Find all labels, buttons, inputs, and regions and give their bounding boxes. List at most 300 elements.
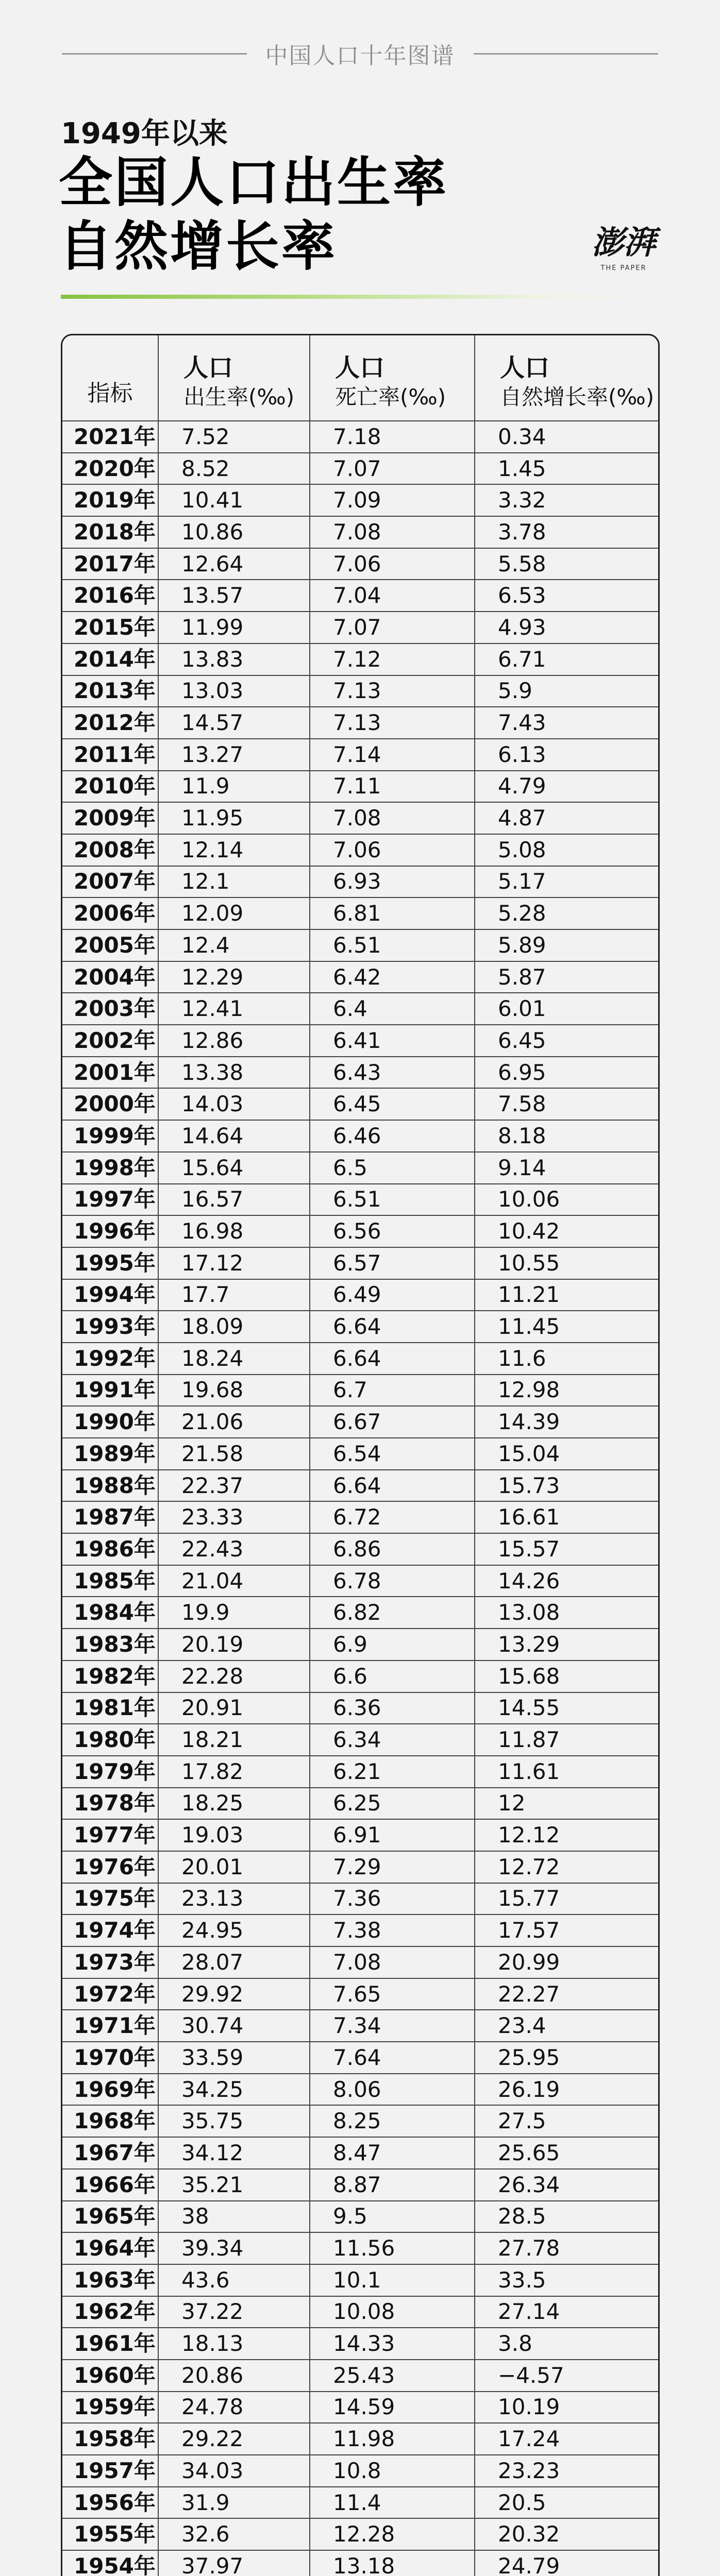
year-cell: 1975年 <box>62 1883 158 1915</box>
table-row <box>62 1819 660 1851</box>
birth-rate-cell: 17.7 <box>158 1279 310 1311</box>
header-death-bottom: 死亡率(‰) <box>335 384 446 410</box>
natural-growth-cell: 13.08 <box>475 1597 660 1629</box>
natural-growth-cell: 17.24 <box>475 2423 660 2455</box>
year-cell: 1960年 <box>62 2360 158 2392</box>
birth-rate-cell: 18.24 <box>158 1343 310 1375</box>
death-rate-cell: 13.18 <box>310 2550 475 2576</box>
birth-rate-cell: 19.9 <box>158 1597 310 1629</box>
natural-growth-cell: 11.6 <box>475 1343 660 1375</box>
header-birth-rate <box>158 335 310 421</box>
natural-growth-cell: 12 <box>475 1788 660 1820</box>
year-cell: 1954年 <box>62 2550 158 2576</box>
death-rate-cell: 8.06 <box>310 2074 475 2106</box>
birth-rate-cell: 43.6 <box>158 2264 310 2296</box>
death-rate-cell: 14.33 <box>310 2328 475 2360</box>
natural-growth-cell: 11.87 <box>475 1724 660 1756</box>
death-rate-cell: 6.21 <box>310 1756 475 1788</box>
accent-divider <box>61 295 659 299</box>
header-natural-top: 人口 <box>500 353 550 382</box>
death-rate-cell: 6.45 <box>310 1088 475 1120</box>
year-cell: 2021年 <box>62 421 158 453</box>
birth-death-rate-table <box>62 335 660 2576</box>
table-row <box>62 516 660 548</box>
death-rate-cell: 9.5 <box>310 2201 475 2233</box>
year-cell: 1986年 <box>62 1533 158 1565</box>
table-row <box>62 1120 660 1152</box>
birth-rate-cell: 12.09 <box>158 897 310 929</box>
death-rate-cell: 11.4 <box>310 2487 475 2519</box>
birth-rate-cell: 14.03 <box>158 1088 310 1120</box>
table-row <box>62 2423 660 2455</box>
death-rate-cell: 6.64 <box>310 1343 475 1375</box>
death-rate-cell: 6.64 <box>310 1470 475 1502</box>
natural-growth-cell: 4.79 <box>475 771 660 803</box>
birth-rate-cell: 22.28 <box>158 1660 310 1692</box>
natural-growth-cell: 5.08 <box>475 834 660 866</box>
death-rate-cell: 8.47 <box>310 2137 475 2169</box>
table-row <box>62 1756 660 1788</box>
natural-growth-cell: 5.17 <box>475 866 660 898</box>
table-row <box>62 1279 660 1311</box>
birth-rate-cell: 21.04 <box>158 1565 310 1597</box>
death-rate-cell: 6.78 <box>310 1565 475 1597</box>
table-row <box>62 1914 660 1946</box>
natural-growth-cell: 5.28 <box>475 897 660 929</box>
natural-growth-cell: 11.45 <box>475 1311 660 1343</box>
year-cell: 2010年 <box>62 771 158 803</box>
natural-growth-cell: 4.87 <box>475 802 660 834</box>
birth-rate-cell: 18.09 <box>158 1311 310 1343</box>
table-row <box>62 2074 660 2106</box>
birth-rate-cell: 22.37 <box>158 1470 310 1502</box>
birth-rate-cell: 35.21 <box>158 2169 310 2201</box>
birth-rate-cell: 19.03 <box>158 1819 310 1851</box>
table-row <box>62 1343 660 1375</box>
table-row <box>62 2487 660 2519</box>
year-cell: 2005年 <box>62 929 158 961</box>
birth-rate-cell: 33.59 <box>158 2042 310 2074</box>
table-row <box>62 739 660 771</box>
death-rate-cell: 6.4 <box>310 993 475 1025</box>
table-row <box>62 484 660 516</box>
death-rate-cell: 6.54 <box>310 1438 475 1470</box>
natural-growth-cell: 16.61 <box>475 1501 660 1533</box>
natural-growth-cell: 27.78 <box>475 2232 660 2264</box>
death-rate-cell: 6.57 <box>310 1247 475 1279</box>
death-rate-cell: 10.8 <box>310 2455 475 2487</box>
natural-growth-cell: 11.21 <box>475 1279 660 1311</box>
birth-rate-cell: 30.74 <box>158 2010 310 2042</box>
series-line-left <box>62 53 247 55</box>
table-row <box>62 866 660 898</box>
death-rate-cell: 6.56 <box>310 1215 475 1247</box>
table-row <box>62 2042 660 2074</box>
table-row <box>62 453 660 485</box>
birth-rate-cell: 34.12 <box>158 2137 310 2169</box>
natural-growth-cell: 5.87 <box>475 961 660 993</box>
birth-rate-cell: 21.06 <box>158 1406 310 1438</box>
natural-growth-cell: 10.55 <box>475 1247 660 1279</box>
table-row <box>62 1184 660 1216</box>
natural-growth-cell: 15.77 <box>475 1883 660 1915</box>
natural-growth-cell: 12.12 <box>475 1819 660 1851</box>
birth-rate-cell: 18.25 <box>158 1788 310 1820</box>
year-cell: 2000年 <box>62 1088 158 1120</box>
birth-rate-cell: 13.83 <box>158 643 310 675</box>
death-rate-cell: 10.08 <box>310 2296 475 2328</box>
death-rate-cell: 14.59 <box>310 2392 475 2424</box>
natural-growth-cell: −4.57 <box>475 2360 660 2392</box>
death-rate-cell: 7.07 <box>310 453 475 485</box>
table-row <box>62 2360 660 2392</box>
table-row <box>62 1978 660 2010</box>
birth-rate-cell: 13.38 <box>158 1057 310 1089</box>
death-rate-cell: 11.98 <box>310 2423 475 2455</box>
natural-growth-cell: 5.58 <box>475 548 660 580</box>
birth-rate-cell: 18.13 <box>158 2328 310 2360</box>
death-rate-cell: 6.6 <box>310 1660 475 1692</box>
year-cell: 1958年 <box>62 2423 158 2455</box>
natural-growth-cell: 5.9 <box>475 675 660 707</box>
natural-growth-cell: 20.99 <box>475 1946 660 1978</box>
table-row <box>62 1692 660 1724</box>
table-row <box>62 1946 660 1978</box>
year-cell: 1974年 <box>62 1914 158 1946</box>
death-rate-cell: 7.34 <box>310 2010 475 2042</box>
year-cell: 2020年 <box>62 453 158 485</box>
natural-growth-cell: 0.34 <box>475 421 660 453</box>
year-cell: 1969年 <box>62 2074 158 2106</box>
year-cell: 1957年 <box>62 2455 158 2487</box>
birth-rate-cell: 24.78 <box>158 2392 310 2424</box>
year-cell: 1992年 <box>62 1343 158 1375</box>
death-rate-cell: 6.91 <box>310 1819 475 1851</box>
table-row <box>62 1247 660 1279</box>
death-rate-cell: 6.49 <box>310 1279 475 1311</box>
table-row <box>62 1152 660 1184</box>
year-cell: 1964年 <box>62 2232 158 2264</box>
thepaper-logo <box>582 216 665 278</box>
series-line-right <box>474 53 659 55</box>
table-row <box>62 1215 660 1247</box>
year-cell: 1994年 <box>62 1279 158 1311</box>
death-rate-cell: 6.51 <box>310 1184 475 1216</box>
table-row <box>62 802 660 834</box>
death-rate-cell: 7.64 <box>310 2042 475 2074</box>
natural-growth-cell: 24.79 <box>475 2550 660 2576</box>
table-row <box>62 2010 660 2042</box>
year-cell: 2001年 <box>62 1057 158 1089</box>
year-cell: 1955年 <box>62 2518 158 2550</box>
table-row <box>62 580 660 612</box>
year-cell: 1963年 <box>62 2264 158 2296</box>
year-cell: 1976年 <box>62 1851 158 1883</box>
page-title <box>59 150 448 278</box>
table-row <box>62 2392 660 2424</box>
table-row <box>62 897 660 929</box>
natural-growth-cell: 15.68 <box>475 1660 660 1692</box>
table-row <box>62 2232 660 2264</box>
birth-rate-cell: 12.1 <box>158 866 310 898</box>
year-cell: 1984年 <box>62 1597 158 1629</box>
death-rate-cell: 6.36 <box>310 1692 475 1724</box>
natural-growth-cell: 17.57 <box>475 1914 660 1946</box>
year-cell: 1978年 <box>62 1788 158 1820</box>
logo-text: 澎湃 <box>591 224 656 261</box>
birth-rate-cell: 19.68 <box>158 1375 310 1406</box>
death-rate-cell: 7.12 <box>310 643 475 675</box>
natural-growth-cell: 6.71 <box>475 643 660 675</box>
birth-rate-cell: 12.14 <box>158 834 310 866</box>
year-cell: 1988年 <box>62 1470 158 1502</box>
year-cell: 1989年 <box>62 1438 158 1470</box>
table-row <box>62 707 660 739</box>
year-cell: 1979年 <box>62 1756 158 1788</box>
death-rate-cell: 10.1 <box>310 2264 475 2296</box>
natural-growth-cell: 6.95 <box>475 1057 660 1089</box>
natural-growth-cell: 5.89 <box>475 929 660 961</box>
year-cell: 1982年 <box>62 1660 158 1692</box>
birth-rate-cell: 29.92 <box>158 1978 310 2010</box>
death-rate-cell: 7.06 <box>310 834 475 866</box>
natural-growth-cell: 10.06 <box>475 1184 660 1216</box>
table-row <box>62 1597 660 1629</box>
death-rate-cell: 7.08 <box>310 1946 475 1978</box>
death-rate-cell: 6.67 <box>310 1406 475 1438</box>
birth-rate-cell: 24.95 <box>158 1914 310 1946</box>
natural-growth-cell: 1.45 <box>475 453 660 485</box>
year-cell: 2017年 <box>62 548 158 580</box>
death-rate-cell: 6.25 <box>310 1788 475 1820</box>
table-row <box>62 421 660 453</box>
header-indicator: 指标 <box>62 335 158 421</box>
birth-rate-cell: 12.29 <box>158 961 310 993</box>
birth-rate-cell: 37.97 <box>158 2550 310 2576</box>
natural-growth-cell: 23.4 <box>475 2010 660 2042</box>
death-rate-cell: 8.87 <box>310 2169 475 2201</box>
death-rate-cell: 6.64 <box>310 1311 475 1343</box>
header-birth-top: 人口 <box>183 353 233 382</box>
death-rate-cell: 6.82 <box>310 1597 475 1629</box>
year-cell: 1997年 <box>62 1184 158 1216</box>
birth-rate-cell: 17.82 <box>158 1756 310 1788</box>
table-row <box>62 961 660 993</box>
year-cell: 1990年 <box>62 1406 158 1438</box>
table-row <box>62 1851 660 1883</box>
year-cell: 2014年 <box>62 643 158 675</box>
death-rate-cell: 7.65 <box>310 1978 475 2010</box>
birth-rate-cell: 34.03 <box>158 2455 310 2487</box>
year-cell: 2008年 <box>62 834 158 866</box>
natural-growth-cell: 7.43 <box>475 707 660 739</box>
natural-growth-cell: 7.58 <box>475 1088 660 1120</box>
natural-growth-cell: 8.18 <box>475 1120 660 1152</box>
table-row <box>62 1375 660 1406</box>
title-line-1: 全国人口出生率 <box>59 151 449 214</box>
birth-rate-cell: 17.12 <box>158 1247 310 1279</box>
death-rate-cell: 7.13 <box>310 707 475 739</box>
year-cell: 2016年 <box>62 580 158 612</box>
natural-growth-cell: 11.61 <box>475 1756 660 1788</box>
year-cell: 1981年 <box>62 1692 158 1724</box>
death-rate-cell: 6.42 <box>310 961 475 993</box>
death-rate-cell: 6.5 <box>310 1152 475 1184</box>
natural-growth-cell: 25.95 <box>475 2042 660 2074</box>
year-cell: 2012年 <box>62 707 158 739</box>
title-line-2: 自然增长率 <box>59 215 338 278</box>
year-cell: 1983年 <box>62 1629 158 1660</box>
birth-rate-cell: 15.64 <box>158 1152 310 1184</box>
table-row <box>62 1660 660 1692</box>
subtitle: 1949年以来 <box>61 117 228 150</box>
table-row <box>62 1057 660 1089</box>
death-rate-cell: 7.38 <box>310 1914 475 1946</box>
year-cell: 1970年 <box>62 2042 158 2074</box>
year-cell: 1980年 <box>62 1724 158 1756</box>
year-cell: 1973年 <box>62 1946 158 1978</box>
table-row <box>62 1724 660 1756</box>
birth-rate-cell: 13.03 <box>158 675 310 707</box>
table-body <box>62 421 660 2576</box>
natural-growth-cell: 26.19 <box>475 2074 660 2106</box>
table-row <box>62 2518 660 2550</box>
year-cell: 1999年 <box>62 1120 158 1152</box>
death-rate-cell: 7.11 <box>310 771 475 803</box>
year-cell: 2002年 <box>62 1025 158 1057</box>
table-row <box>62 1533 660 1565</box>
table-row <box>62 2264 660 2296</box>
natural-growth-cell: 12.72 <box>475 1851 660 1883</box>
table-row <box>62 643 660 675</box>
year-cell: 2015年 <box>62 612 158 643</box>
death-rate-cell: 7.14 <box>310 739 475 771</box>
year-cell: 1972年 <box>62 1978 158 2010</box>
year-cell: 2006年 <box>62 897 158 929</box>
table-row <box>62 1788 660 1820</box>
death-rate-cell: 6.86 <box>310 1533 475 1565</box>
year-cell: 1968年 <box>62 2105 158 2137</box>
birth-rate-cell: 11.95 <box>158 802 310 834</box>
birth-rate-cell: 34.25 <box>158 2074 310 2106</box>
year-cell: 1977年 <box>62 1819 158 1851</box>
natural-growth-cell: 6.01 <box>475 993 660 1025</box>
death-rate-cell: 7.18 <box>310 421 475 453</box>
natural-growth-cell: 4.93 <box>475 612 660 643</box>
table-row <box>62 1088 660 1120</box>
birth-rate-cell: 20.86 <box>158 2360 310 2392</box>
table-row <box>62 2550 660 2576</box>
natural-growth-cell: 25.65 <box>475 2137 660 2169</box>
death-rate-cell: 7.06 <box>310 548 475 580</box>
birth-rate-cell: 13.57 <box>158 580 310 612</box>
birth-rate-cell: 16.98 <box>158 1215 310 1247</box>
birth-rate-cell: 22.43 <box>158 1533 310 1565</box>
birth-rate-cell: 12.86 <box>158 1025 310 1057</box>
birth-rate-cell: 14.64 <box>158 1120 310 1152</box>
year-cell: 1993年 <box>62 1311 158 1343</box>
birth-rate-cell: 37.22 <box>158 2296 310 2328</box>
birth-rate-cell: 10.86 <box>158 516 310 548</box>
table-row <box>62 1883 660 1915</box>
table-row <box>62 612 660 643</box>
year-cell: 1956年 <box>62 2487 158 2519</box>
year-cell: 1998年 <box>62 1152 158 1184</box>
death-rate-cell: 6.46 <box>310 1120 475 1152</box>
natural-growth-cell: 3.78 <box>475 516 660 548</box>
year-cell: 2003年 <box>62 993 158 1025</box>
birth-rate-cell: 23.33 <box>158 1501 310 1533</box>
header-death-top: 人口 <box>335 353 385 382</box>
death-rate-cell: 12.28 <box>310 2518 475 2550</box>
death-rate-cell: 11.56 <box>310 2232 475 2264</box>
year-cell: 2018年 <box>62 516 158 548</box>
natural-growth-cell: 6.13 <box>475 739 660 771</box>
birth-rate-cell: 12.4 <box>158 929 310 961</box>
table-row <box>62 771 660 803</box>
natural-growth-cell: 27.5 <box>475 2105 660 2137</box>
birth-rate-cell: 11.9 <box>158 771 310 803</box>
table-row <box>62 2137 660 2169</box>
birth-rate-cell: 29.22 <box>158 2423 310 2455</box>
natural-growth-cell: 23.23 <box>475 2455 660 2487</box>
table-row <box>62 2296 660 2328</box>
year-cell: 2009年 <box>62 802 158 834</box>
table-row <box>62 2328 660 2360</box>
death-rate-cell: 7.29 <box>310 1851 475 1883</box>
table-row <box>62 1501 660 1533</box>
birth-rate-cell: 20.91 <box>158 1692 310 1724</box>
death-rate-cell: 6.51 <box>310 929 475 961</box>
natural-growth-cell: 3.32 <box>475 484 660 516</box>
death-rate-cell: 7.08 <box>310 516 475 548</box>
table-row <box>62 1438 660 1470</box>
table-row <box>62 1470 660 1502</box>
year-cell: 1996年 <box>62 1215 158 1247</box>
birth-rate-cell: 39.34 <box>158 2232 310 2264</box>
natural-growth-cell: 12.98 <box>475 1375 660 1406</box>
natural-growth-cell: 27.14 <box>475 2296 660 2328</box>
natural-growth-cell: 15.57 <box>475 1533 660 1565</box>
death-rate-cell: 7.13 <box>310 675 475 707</box>
data-table-container <box>61 334 660 2576</box>
birth-rate-cell: 8.52 <box>158 453 310 485</box>
header-natural-bottom: 自然增长率(‰) <box>500 384 655 410</box>
year-cell: 1991年 <box>62 1375 158 1406</box>
table-row <box>62 1565 660 1597</box>
death-rate-cell: 7.36 <box>310 1883 475 1915</box>
year-cell: 1987年 <box>62 1501 158 1533</box>
table-row <box>62 2455 660 2487</box>
birth-rate-cell: 20.19 <box>158 1629 310 1660</box>
death-rate-cell: 6.34 <box>310 1724 475 1756</box>
natural-growth-cell: 3.8 <box>475 2328 660 2360</box>
header-natural-growth-rate <box>475 335 660 421</box>
natural-growth-cell: 15.73 <box>475 1470 660 1502</box>
header-death-rate <box>310 335 475 421</box>
table-row <box>62 1025 660 1057</box>
table-row <box>62 1406 660 1438</box>
death-rate-cell: 7.08 <box>310 802 475 834</box>
birth-rate-cell: 12.41 <box>158 993 310 1025</box>
year-cell: 1967年 <box>62 2137 158 2169</box>
table-row <box>62 675 660 707</box>
table-row <box>62 1629 660 1660</box>
death-rate-cell: 6.72 <box>310 1501 475 1533</box>
natural-growth-cell: 14.55 <box>475 1692 660 1724</box>
series-label: 中国人口十年图谱 <box>265 43 455 69</box>
natural-growth-cell: 9.14 <box>475 1152 660 1184</box>
